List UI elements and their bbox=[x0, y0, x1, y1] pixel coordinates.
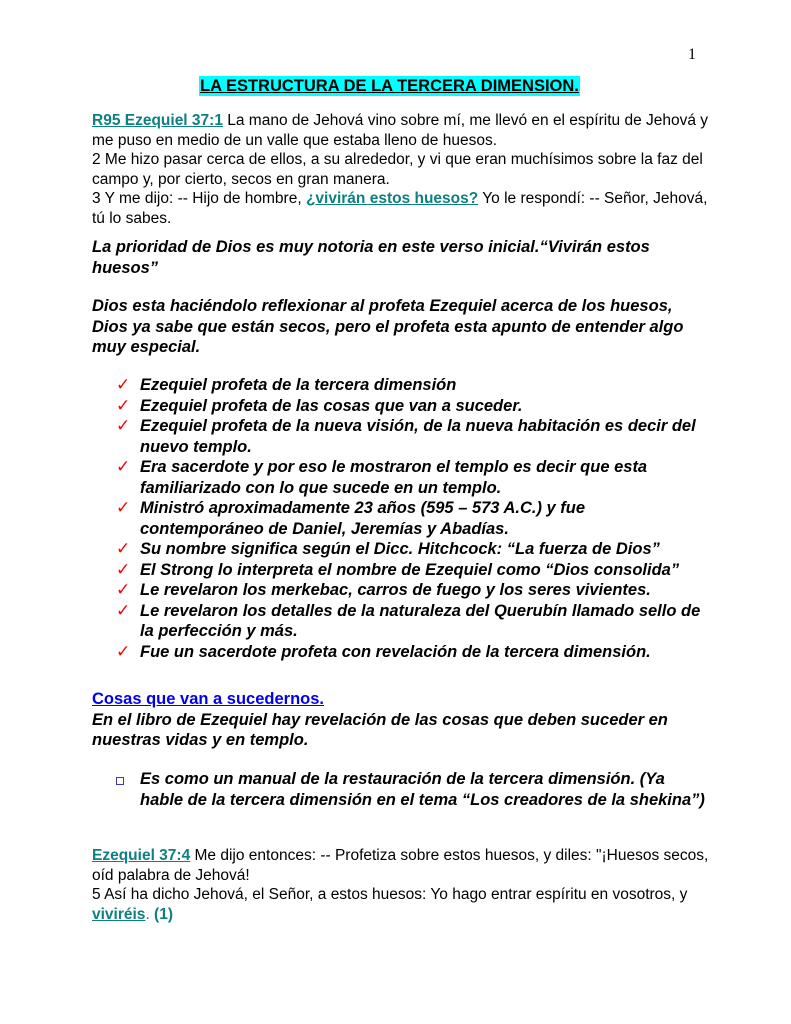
checklist-item: ✓ Era sacerdote y por eso le mostraron el templo es decir que esta familiarizado con lo que sucede en un templo. bbox=[116, 457, 648, 497]
document-title: LA ESTRUCTURA DE LA TERCERA DIMENSION. bbox=[200, 77, 579, 95]
verse-5-text: 5 Así ha dicho Jehová, el Señor, a estos huesos: Yo hago entrar espíritu en vosotros, y bbox=[92, 886, 688, 903]
checkmark-icon: ✓ bbox=[116, 457, 131, 476]
checkmark-icon: ✓ bbox=[116, 416, 131, 435]
section-cosas bbox=[92, 689, 712, 751]
checklist-item: ✓ Ministró aproximadamente 23 años (595 – 573 A.C.) y fue contemporáneo de Daniel, Jeremías y Abadías. bbox=[116, 498, 586, 538]
paragraph-reflection: Dios esta haciéndolo reflexionar al profeta Ezequiel acerca de los huesos, Dios ya sabe que están secos, pero el profeta esta apunto de entender algo muy especial. bbox=[92, 297, 684, 356]
checklist-item: ✓ Su nombre significa según el Dicc. Hitchcock: “La fuerza de Dios” bbox=[116, 539, 660, 558]
checklist-item: ✓ Ezequiel profeta de la tercera dimensión bbox=[116, 375, 457, 394]
checklist bbox=[92, 375, 712, 662]
checkmark-icon: ✓ bbox=[116, 498, 131, 517]
passage-ezequiel-37-1 bbox=[92, 111, 712, 228]
checkmark-icon: ✓ bbox=[116, 395, 131, 415]
period: . bbox=[145, 905, 150, 923]
page-number: 1 bbox=[688, 46, 696, 63]
verse-3-text-after: Yo le respondí: -- Señor, Jehová, tú lo sabes. bbox=[92, 190, 708, 227]
checkmark-icon: ✓ bbox=[116, 375, 131, 394]
passage-ezequiel-37-4 bbox=[92, 846, 712, 924]
section-heading-link[interactable]: Cosas que van a sucedernos. bbox=[92, 690, 325, 708]
verse-1-text: La mano de Jehová vino sobre mí, me llevó en el espíritu de Jehová y me puso en medio de un valle que estaba lleno de huesos. bbox=[92, 112, 709, 149]
section-text: En el libro de Ezequiel hay revelación de las cosas que deben suceder en nuestras vidas y en templo. bbox=[92, 710, 668, 749]
checkmark-icon: ✓ bbox=[116, 580, 131, 599]
scripture-ref-link[interactable]: Ezequiel 37:4 bbox=[92, 847, 191, 864]
checklist-item: ✓ El Strong lo interpreta el nombre de Ezequiel como “Dios consolida” bbox=[116, 559, 680, 579]
verse-4-text: Me dijo entonces: -- Profetiza sobre estos huesos, y diles: "¡Huesos secos, oíd palabra de Jehová! bbox=[92, 847, 709, 884]
checklist-item: ✓ Le revelaron los detalles de la naturaleza del Querubín llamado sello de la perfección y más. bbox=[116, 600, 701, 640]
checklist-item: ✓ Fue un sacerdote profeta con revelación de la tercera dimensión. bbox=[116, 641, 651, 661]
square-bullet-list bbox=[92, 769, 712, 810]
checkmark-icon: ✓ bbox=[116, 559, 131, 579]
verse-2-text: 2 Me hizo pasar cerca de ellos, a su alrededor, y vi que eran muchísimos sobre la faz del campo y, por cierto, secos en gran manera. bbox=[92, 151, 703, 188]
square-bullet-item: Es como un manual de la restauración de la tercera dimensión. (Ya hable de la tercera dimensión en el tema “Los creadores de la shekina”) bbox=[92, 769, 712, 810]
vivirán-link[interactable]: ¿vivirán estos huesos? bbox=[305, 190, 479, 207]
square-bullet-icon bbox=[116, 777, 124, 785]
checklist-item: ✓ Ezequiel profeta de la nueva visión, de la nueva habitación es decir del nuevo templo. bbox=[116, 416, 696, 456]
checkmark-icon: ✓ bbox=[116, 641, 131, 661]
checkmark-icon: ✓ bbox=[116, 600, 131, 620]
verse-3-text-before: 3 Y me dijo: -- Hijo de hombre, bbox=[92, 190, 306, 207]
checkmark-icon: ✓ bbox=[116, 539, 131, 558]
checklist-item: ✓ Ezequiel profeta de las cosas que van a suceder. bbox=[116, 395, 523, 415]
viviréis-link[interactable]: viviréis bbox=[92, 905, 146, 923]
paragraph-priority: La prioridad de Dios es muy notoria en este verso inicial.“Vivirán estos huesos” bbox=[92, 238, 650, 277]
checklist-item: ✓ Le revelaron los merkebac, carros de fuego y los seres vivientes. bbox=[116, 580, 651, 599]
scripture-ref-link[interactable]: R95 Ezequiel 37:1 bbox=[92, 112, 223, 129]
footnote-marker: (1) bbox=[149, 905, 173, 923]
